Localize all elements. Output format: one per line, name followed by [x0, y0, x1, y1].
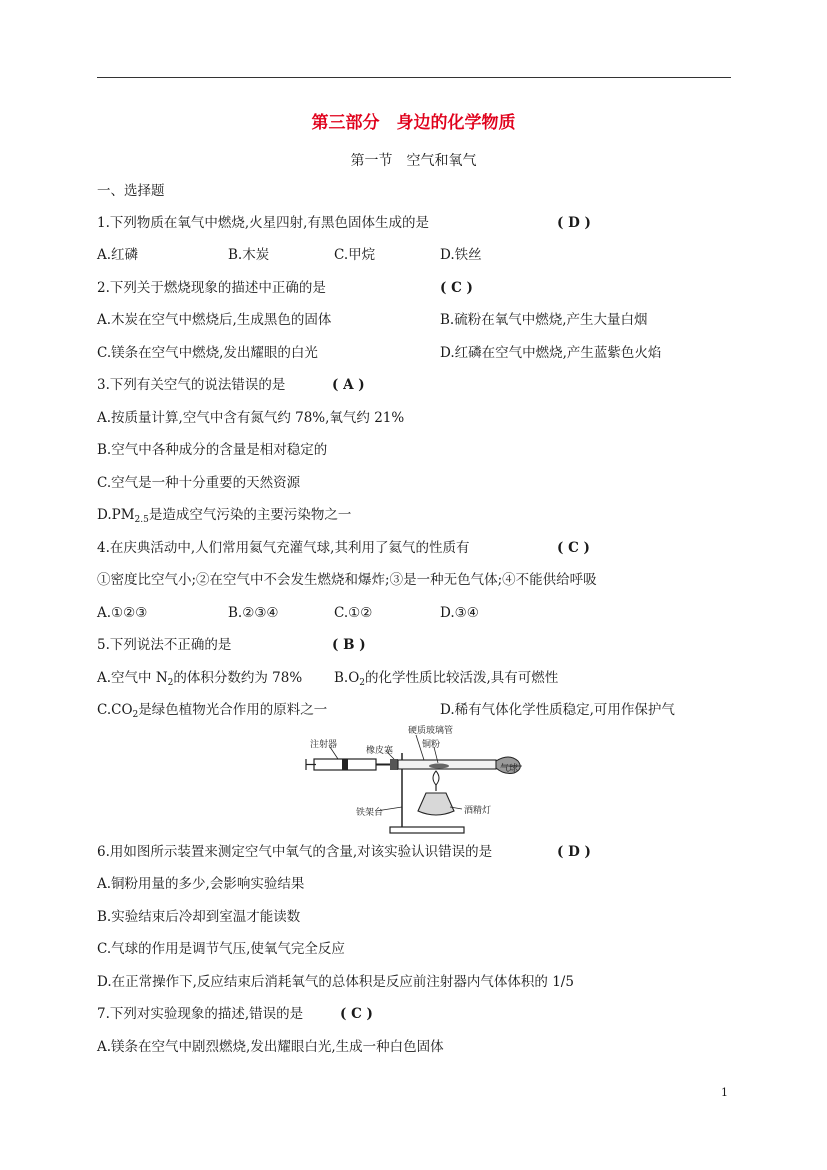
q2-option-b: B.硫粉在氧气中燃烧,产生大量白烟 [440, 312, 648, 328]
section-subtitle: 第一节 空气和氧气 [350, 153, 477, 169]
q7-answer: ( C ) [340, 1006, 373, 1022]
q5-option-c: $C.CO_2$是绿色植物光合作用的原料之一 [97, 702, 328, 720]
q1-option-c: C.甲烷 [334, 247, 376, 263]
header-rule [97, 77, 731, 78]
q2-option-c: C.镁条在空气中燃烧,发出耀眼的白光 [97, 345, 318, 361]
q1-option-d: D.铁丝 [440, 247, 482, 263]
q3-option-d: $D.PM_{2.5}$是造成空气污染的主要污染物之一 [97, 507, 352, 525]
label-tube: 硬质玻璃管 [408, 726, 454, 736]
alcohol-lamp-shape [418, 793, 454, 815]
label-stand: 铁架台 [356, 808, 384, 818]
q6-option-a: A.铜粉用量的多少,会影响实验结果 [97, 876, 305, 892]
q6-option-c: C.气球的作用是调节气压,使氧气完全反应 [97, 941, 345, 957]
label-stopper: 橡皮塞 [366, 746, 394, 756]
apparatus-figure [304, 723, 528, 839]
q3-stem: 3.下列有关空气的说法错误的是 [97, 377, 286, 393]
q4-option-b: B.②③④ [228, 605, 279, 621]
q6-option-d: D.在正常操作下,反应结束后消耗氧气的总体积是反应前注射器内气体体积的 1/5 [97, 974, 574, 990]
q6-stem: 6.用如图所示装置来测定空气中氧气的含量,对该实验认识错误的是 [97, 844, 493, 860]
q4-option-a: A.①②③ [97, 605, 148, 621]
q1-answer: ( D ) [557, 215, 591, 231]
q1-option-b: B.木炭 [228, 247, 270, 263]
q4-properties: ①密度比空气小;②在空气中不会发生燃烧和爆炸;③是一种无色气体;④不能供给呼吸 [97, 572, 597, 588]
label-syringe: 注射器 [310, 740, 338, 750]
q7-option-a: A.镁条在空气中剧烈燃烧,发出耀眼白光,生成一种白色固体 [97, 1039, 444, 1055]
copper-powder-shape [429, 764, 449, 769]
q4-option-c: C.①② [334, 605, 373, 621]
q1-option-a: A.红磷 [97, 247, 139, 263]
q2-option-a: A.木炭在空气中燃烧后,生成黑色的固体 [97, 312, 332, 328]
q5-option-a: A.空气中 $N_2$的体积分数约为 78% [97, 670, 303, 688]
q6-answer: ( D ) [557, 844, 591, 860]
q5-option-d: D.稀有气体化学性质稳定,可用作保护气 [440, 702, 675, 718]
page-title: 第三部分 身边的化学物质 [311, 113, 516, 133]
stopper-shape [390, 759, 398, 770]
q3-option-a: A.按质量计算,空气中含有氮气约 78%,氧气约 21% [97, 410, 405, 426]
q4-answer: ( C ) [557, 540, 590, 556]
label-copper: 铜粉 [422, 740, 441, 750]
q2-option-d: D.红磷在空气中燃烧,产生蓝紫色火焰 [440, 345, 662, 361]
section-heading: 一、选择题 [97, 183, 165, 199]
q2-stem: 2.下列关于燃烧现象的描述中正确的是 [97, 280, 326, 296]
page-number: 1 [721, 1086, 728, 1099]
q4-option-d: D.③④ [440, 605, 479, 621]
q6-option-b: B.实验结束后冷却到室温才能读数 [97, 909, 301, 925]
stand-base-shape [390, 827, 464, 833]
q5-stem: 5.下列说法不正确的是 [97, 637, 232, 653]
label-balloon: 气球 [500, 764, 519, 774]
q3-answer: ( A ) [332, 377, 365, 393]
q4-stem: 4.在庆典活动中,人们常用氦气充灌气球,其利用了氦气的性质有 [97, 540, 470, 556]
label-lamp: 酒精灯 [464, 806, 492, 816]
q5-option-b: $B.O_2$的化学性质比较活泼,具有可燃性 [334, 670, 559, 688]
q3-option-c: C.空气是一种十分重要的天然资源 [97, 475, 301, 491]
q1-stem: 1.下列物质在氧气中燃烧,火星四射,有黑色固体生成的是 [97, 215, 429, 231]
q5-answer: ( B ) [332, 637, 366, 653]
q7-stem: 7.下列对实验现象的描述,错误的是 [97, 1006, 304, 1022]
q3-option-b: B.空气中各种成分的含量是相对稳定的 [97, 442, 328, 458]
q2-answer: ( C ) [440, 280, 473, 296]
